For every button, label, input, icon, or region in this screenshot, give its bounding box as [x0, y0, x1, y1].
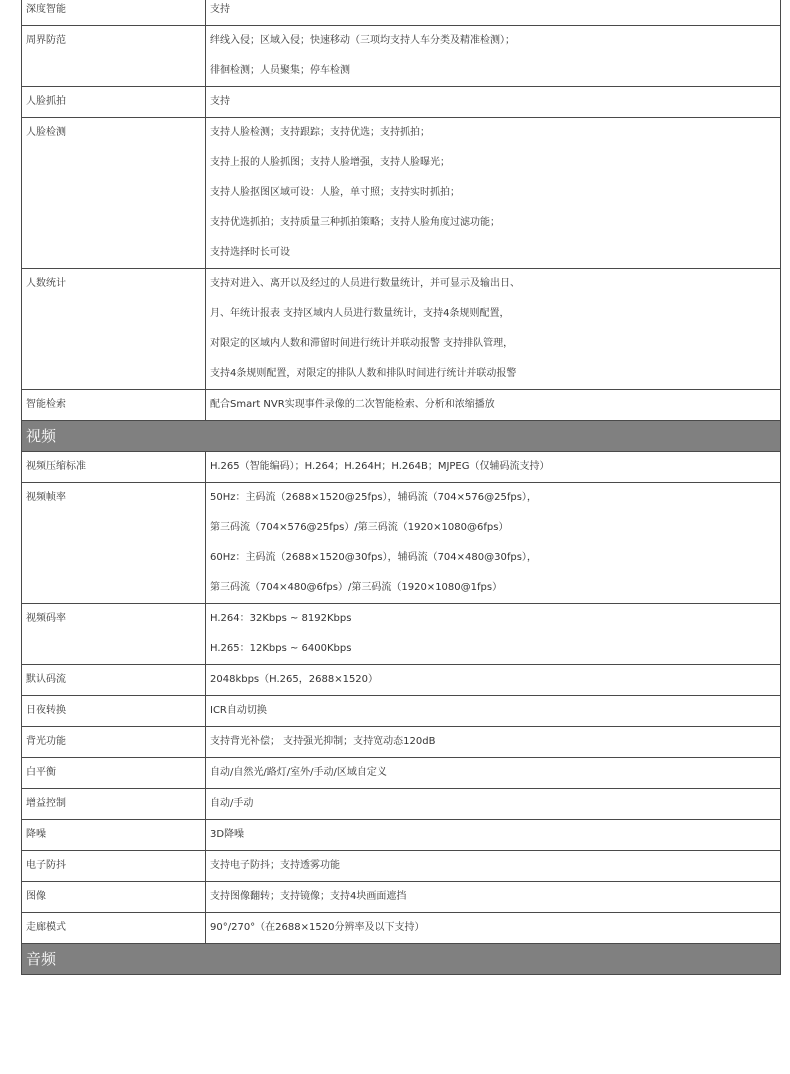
spec-value-cell [206, 390, 781, 421]
spec-label: 走廊模式 [26, 922, 66, 933]
spec-value-line: 60Hz：主码流（2688×1520@30fps），辅码流（704×480@30fps）， [210, 552, 537, 563]
spec-label: 深度智能 [26, 4, 66, 15]
spec-row [22, 758, 781, 789]
spec-label-cell [22, 913, 206, 944]
spec-label: 人脸抓拍 [26, 96, 66, 107]
spec-value-cell [206, 758, 781, 789]
spec-value-line: 支持上报的人脸抓图；支持人脸增强，支持人脸曝光； [210, 157, 450, 168]
spec-row [22, 26, 781, 87]
spec-row [22, 390, 781, 421]
spec-row [22, 789, 781, 820]
spec-value-line: 支持图像翻转；支持镜像；支持4块画面遮挡 [210, 891, 407, 902]
spec-label-cell [22, 851, 206, 882]
spec-value-line: 支持 [210, 96, 230, 107]
spec-value-cell [206, 665, 781, 696]
spec-row [22, 452, 781, 483]
spec-value-line: 自动/手动 [210, 798, 254, 809]
spec-row [22, 727, 781, 758]
spec-label-cell [22, 696, 206, 727]
section-header-title: 音频 [22, 944, 781, 975]
spec-label-cell [22, 0, 206, 26]
spec-label-cell [22, 452, 206, 483]
spec-table-body [22, 0, 781, 975]
spec-row [22, 483, 781, 604]
spec-label: 背光功能 [26, 736, 66, 747]
spec-value-line: 对限定的区域内人数和滞留时间进行统计并联动报警 支持排队管理， [210, 338, 514, 349]
spec-label: 默认码流 [26, 674, 66, 685]
spec-label: 视频码率 [26, 613, 66, 624]
spec-value-line: 支持人脸抠图区域可设：人脸，单寸照；支持实时抓拍； [210, 187, 460, 198]
spec-value-cell [206, 483, 781, 604]
spec-value-cell [206, 0, 781, 26]
spec-value-cell [206, 604, 781, 665]
spec-row [22, 882, 781, 913]
spec-value-cell [206, 851, 781, 882]
spec-value-line: 2048kbps（H.265，2688×1520） [210, 674, 379, 685]
spec-label-cell [22, 665, 206, 696]
spec-value-line: 支持优选抓拍；支持质量三种抓拍策略；支持人脸角度过滤功能； [210, 217, 500, 228]
spec-value-line: 第三码流（704×480@6fps）/第三码流（1920×1080@1fps） [210, 582, 503, 593]
spec-value-line: 支持电子防抖；支持透雾功能 [210, 860, 340, 871]
spec-value-line: 3D降噪 [210, 829, 245, 840]
section-header-row [22, 944, 781, 975]
section-header-row [22, 421, 781, 452]
spec-row [22, 269, 781, 390]
spec-value-line: 徘徊检测；人员聚集；停车检测 [210, 65, 350, 76]
spec-value-line: 支持背光补偿； 支持强光抑制；支持宽动态120dB [210, 736, 436, 747]
spec-value-cell [206, 820, 781, 851]
spec-label-cell [22, 789, 206, 820]
spec-label-cell [22, 727, 206, 758]
spec-value-line: 第三码流（704×576@25fps）/第三码流（1920×1080@6fps） [210, 522, 509, 533]
spec-value-line: 支持人脸检测；支持跟踪；支持优选；支持抓拍； [210, 127, 430, 138]
spec-label: 图像 [26, 891, 46, 902]
spec-label: 周界防范 [26, 35, 66, 46]
spec-label-cell [22, 820, 206, 851]
spec-value-cell [206, 26, 781, 87]
spec-value-line: ICR自动切换 [210, 705, 267, 716]
spec-value-line: 支持 [210, 4, 230, 15]
spec-label-cell [22, 604, 206, 665]
spec-label-cell [22, 390, 206, 421]
spec-value-line: 绊线入侵；区域入侵；快速移动（三项均支持人车分类及精准检测）； [210, 35, 515, 46]
spec-row [22, 87, 781, 118]
spec-label-cell [22, 26, 206, 87]
spec-value-line: 支持4条规则配置，对限定的排队人数和排队时间进行统计并联动报警 [210, 368, 517, 379]
spec-row [22, 118, 781, 269]
spec-value-cell [206, 452, 781, 483]
spec-value-line: 配合Smart NVR实现事件录像的二次智能检索、分析和浓缩播放 [210, 399, 495, 410]
spec-label: 人数统计 [26, 278, 66, 289]
spec-label: 视频压缩标准 [26, 461, 86, 472]
spec-row [22, 0, 781, 26]
spec-value-line: H.265：12Kbps ~ 6400Kbps [210, 643, 352, 654]
spec-value-cell [206, 727, 781, 758]
spec-label: 智能检索 [26, 399, 66, 410]
spec-label-cell [22, 87, 206, 118]
spec-value-line: 月、年统计报表 支持区域内人员进行数量统计，支持4条规则配置， [210, 308, 510, 319]
spec-value-line: 50Hz：主码流（2688×1520@25fps），辅码流（704×576@25fps）， [210, 492, 537, 503]
spec-value-cell [206, 913, 781, 944]
spec-value-line: 支持选择时长可设 [210, 247, 290, 258]
spec-label: 电子防抖 [26, 860, 66, 871]
spec-row [22, 820, 781, 851]
spec-label: 降噪 [26, 829, 46, 840]
spec-value-cell [206, 87, 781, 118]
spec-row [22, 604, 781, 665]
spec-row [22, 665, 781, 696]
spec-table [21, 0, 781, 975]
spec-value-cell [206, 882, 781, 913]
section-header-title: 视频 [22, 421, 781, 452]
spec-label: 视频帧率 [26, 492, 66, 503]
spec-value-cell [206, 696, 781, 727]
spec-label: 增益控制 [26, 798, 66, 809]
spec-label-cell [22, 882, 206, 913]
spec-label-cell [22, 483, 206, 604]
spec-value-line: 90°/270°（在2688×1520分辨率及以下支持） [210, 922, 425, 933]
spec-value-cell [206, 789, 781, 820]
spec-value-line: 自动/自然光/路灯/室外/手动/区域自定义 [210, 767, 387, 778]
spec-label-cell [22, 118, 206, 269]
spec-row [22, 696, 781, 727]
spec-label: 白平衡 [26, 767, 56, 778]
spec-row [22, 851, 781, 882]
spec-label: 日夜转换 [26, 705, 66, 716]
spec-label-cell [22, 758, 206, 789]
spec-value-cell [206, 118, 781, 269]
spec-value-line: 支持对进入、离开以及经过的人员进行数量统计，并可显示及输出日、 [210, 278, 520, 289]
spec-value-line: H.265（智能编码）；H.264；H.264H；H.264B；MJPEG（仅辅码流支持） [210, 461, 550, 472]
spec-row [22, 913, 781, 944]
spec-value-line: H.264：32Kbps ~ 8192Kbps [210, 613, 352, 624]
spec-label: 人脸检测 [26, 127, 66, 138]
spec-label-cell [22, 269, 206, 390]
spec-value-cell [206, 269, 781, 390]
